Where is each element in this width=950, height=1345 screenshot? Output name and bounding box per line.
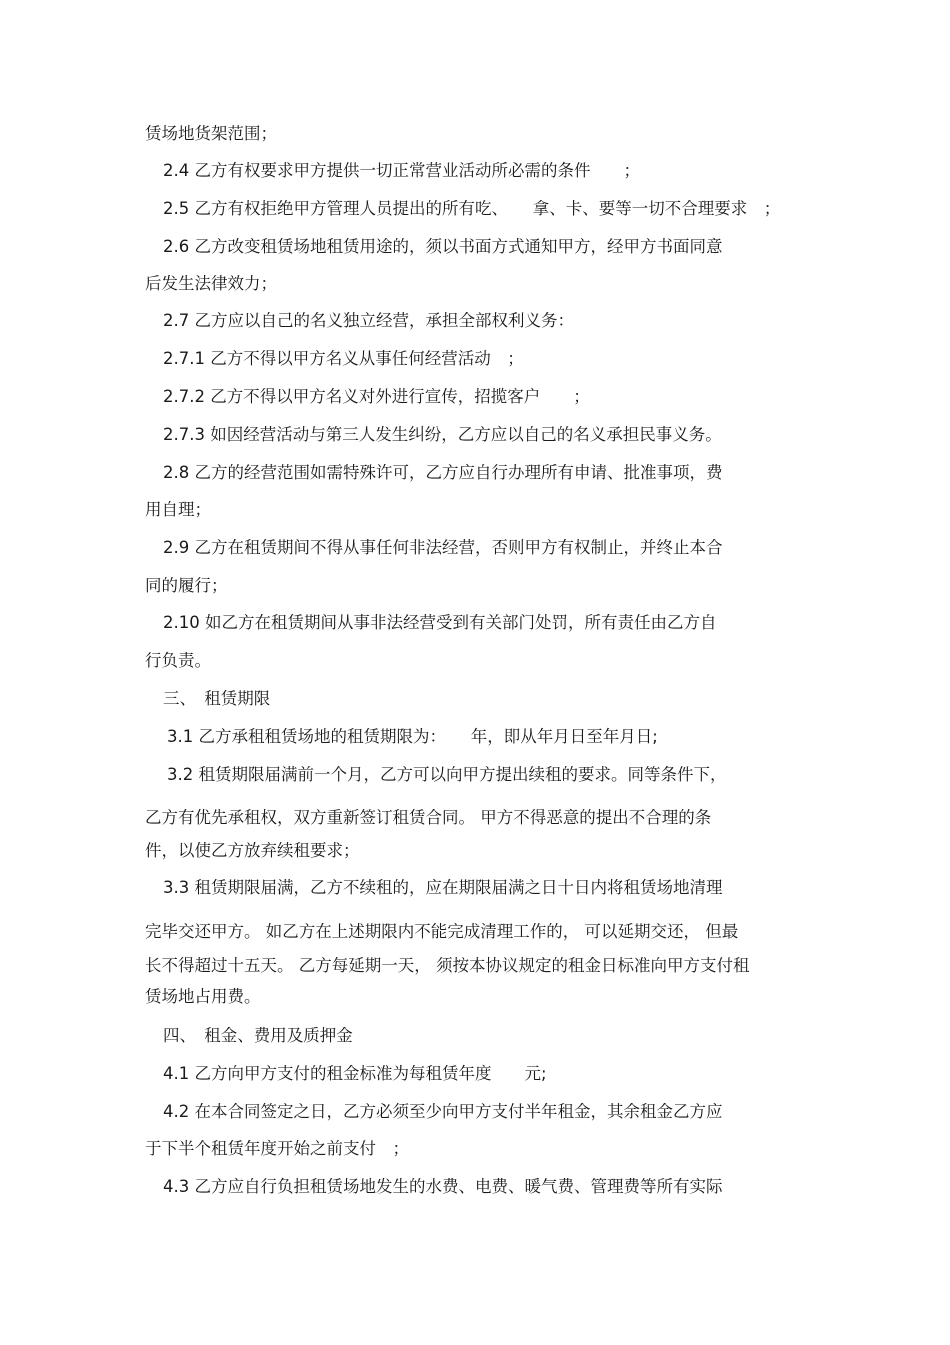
text-line-7: 2.7.1 乙方不得以甲方名义从事任何经营活动 ；: [163, 349, 524, 368]
text-line-2: 2.4 乙方有权要求甲方提供一切正常营业活动所必需的条件 ；: [163, 161, 640, 180]
text-line-18: 3.2 租赁期限届满前一个月，乙方可以向甲方提出续租的要求。同等条件下，: [167, 765, 727, 784]
text-line-15: 行负责。: [145, 651, 211, 670]
text-line-27: 4.2 在本合同签定之日，乙方必须至少向甲方支付半年租金，其余租金乙方应: [163, 1102, 723, 1121]
text-line-17: 3.1 乙方承租租赁场地的租赁期限为： 年，即从年月日至年月日;: [167, 727, 658, 746]
text-line-19: 乙方有优先承租权，双方重新签订租赁合同。 甲方不得恶意的提出不合理的条: [145, 808, 712, 827]
text-line-6: 2.7 乙方应以自己的名义独立经营，承担全部权利义务：: [163, 311, 574, 330]
text-line-20: 件，以使乙方放弃续租要求；: [145, 841, 360, 860]
text-line-14: 2.10 如乙方在租赁期间从事非法经营受到有关部门处罚，所有责任由乙方自: [163, 613, 717, 632]
text-line-13: 同的履行；: [145, 576, 228, 595]
text-line-29: 4.3 乙方应自行负担租赁场地发生的水费、电费、暖气费、管理费等所有实际: [163, 1177, 723, 1196]
text-line-12: 2.9 乙方在租赁期间不得从事任何非法经营，否则甲方有权制止，并终止本合: [163, 538, 723, 557]
text-line-21: 3.3 租赁期限届满，乙方不续租的，应在期限届满之日十日内将租赁场地清理: [163, 878, 723, 897]
text-line-11: 用自理；: [145, 500, 211, 519]
text-line-22: 完毕交还甲方。 如乙方在上述期限内不能完成清理工作的， 可以延期交还， 但最: [145, 922, 739, 941]
text-line-9: 2.7.3 如因经营活动与第三人发生纠纷，乙方应以自己的名义承担民事义务。: [163, 425, 722, 444]
text-line-23: 长不得超过十五天。 乙方每延期一天， 须按本协议规定的租金日标准向甲方支付租: [145, 956, 750, 975]
text-line-24: 赁场地占用费。: [145, 987, 261, 1006]
text-line-5: 后发生法律效力；: [145, 274, 277, 293]
text-line-25: 四、 租金、费用及质押金: [163, 1026, 353, 1045]
text-line-4: 2.6 乙方改变租赁场地租赁用途的，须以书面方式通知甲方，经甲方书面同意: [163, 237, 723, 256]
text-line-8: 2.7.2 乙方不得以甲方名义对外进行宣传，招揽客户 ；: [163, 387, 590, 406]
text-line-26: 4.1 乙方向甲方支付的租金标准为每租赁年度 元;: [163, 1064, 547, 1083]
text-line-10: 2.8 乙方的经营范围如需特殊许可，乙方应自行办理所有申请、批准事项，费: [163, 463, 723, 482]
text-line-1: 赁场地货架范围；: [145, 124, 277, 143]
text-line-28: 于下半个租赁年度开始之前支付 ；: [145, 1139, 409, 1158]
text-line-3: 2.5 乙方有权拒绝甲方管理人员提出的所有吃、 拿、卡、要等一切不合理要求 ；: [163, 199, 781, 218]
text-line-16: 三、 租赁期限: [163, 689, 271, 708]
